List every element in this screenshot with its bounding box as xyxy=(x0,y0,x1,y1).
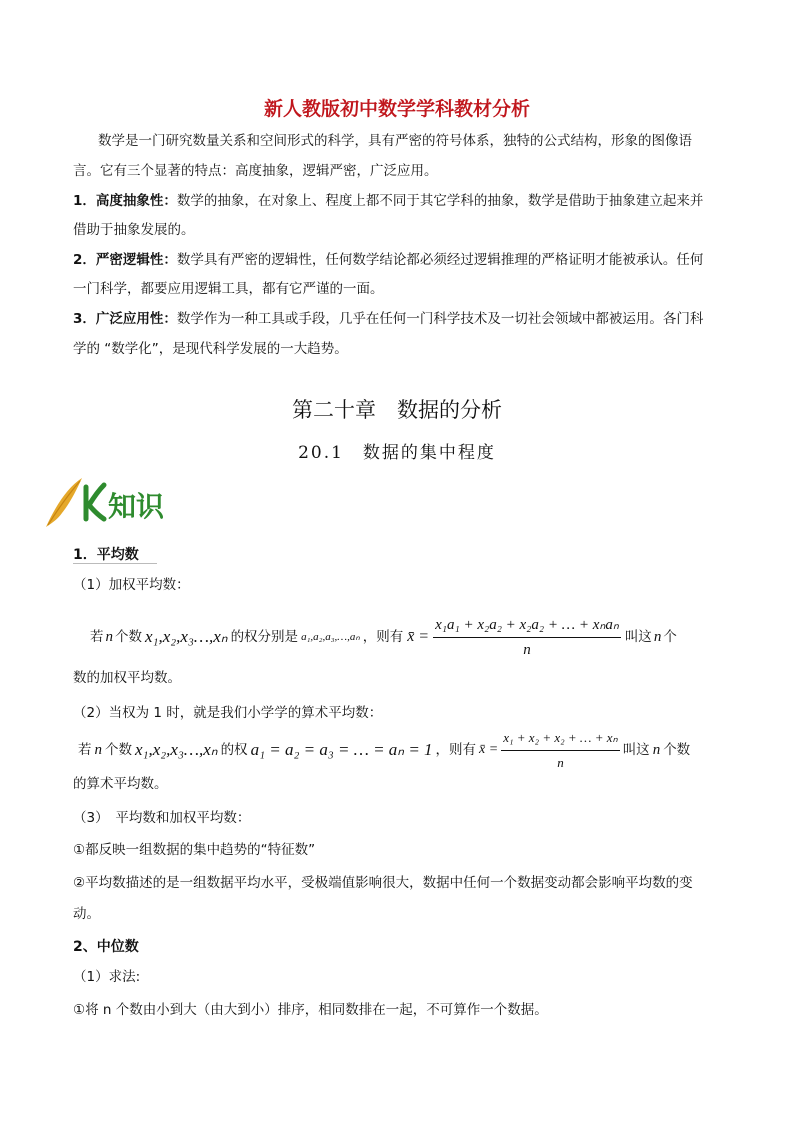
a-post-n: n xyxy=(652,742,661,758)
w-mid1: 个数 xyxy=(115,629,142,645)
weighted-mean-fraction xyxy=(433,615,621,660)
comparison-point-1: ①都反映一组数据的集中趋势的“特征数” xyxy=(73,842,316,858)
feature-2-line-2: 一门科学，都要应用逻辑工具，都有它严谨的一面。 xyxy=(73,281,384,297)
document-title: 新人教版初中数学学科教材分析 xyxy=(263,98,530,120)
median-step-1: ①将 n 个数由小到大（由大到小）排序，相同数排在一起，不可算作一个数据。 xyxy=(73,1002,548,1018)
weighted-mean-heading: （1）加权平均数： xyxy=(73,577,190,593)
a-mid2: 的权 xyxy=(220,742,248,758)
a-n: n xyxy=(94,742,102,758)
a-xbar: x̄ = xyxy=(479,742,499,757)
w-post-n: n xyxy=(653,629,662,645)
w-mid2: 的权分别是 xyxy=(230,629,299,645)
a-equation: a₁ = a₂ = a₃ = … = aₙ = 1 xyxy=(250,740,433,759)
heading-mean: 1．平均数 xyxy=(73,547,139,563)
feature-1 xyxy=(73,191,703,211)
comparison-heading: （3） 平均数和加权平均数： xyxy=(73,810,251,826)
w-post: 叫这 xyxy=(624,629,652,645)
feature-2 xyxy=(73,250,703,270)
w-vars: x₁,x₂,x₃…,xₙ xyxy=(145,627,228,646)
comparison-point-2: ②平均数描述的是一组数据平均水平，受极端值影响很大，数据中任何一个数据变动都会影响平均数的变 xyxy=(73,875,693,891)
w-weights: a₁,a₂,a₃,…,aₙ xyxy=(301,631,360,643)
w-pre: 若 xyxy=(90,629,104,645)
a-post: 叫这 xyxy=(622,742,650,758)
feature-3-text: 数学作为一种工具或手段，几乎在任何一门科学技术及一切社会领域中都被运用。各门科 xyxy=(176,311,704,327)
intro-line-2: 言。它有三个显著的特点：高度抽象，逻辑严密，广泛应用。 xyxy=(73,163,438,179)
feature-3-label: 3．广泛应用性： xyxy=(73,311,177,327)
weighted-mean-line-2: 数的加权平均数。 xyxy=(73,670,181,686)
weighted-mean-formula-line xyxy=(90,617,677,657)
chapter-title: 第二十章 数据的分析 xyxy=(292,398,502,422)
arithmetic-mean-line-2: 的算术平均数。 xyxy=(73,776,168,792)
comparison-point-2-line-2: 动。 xyxy=(73,906,100,922)
feature-2-label: 2．严密逻辑性： xyxy=(73,252,177,268)
w-n: n xyxy=(105,629,113,645)
feature-1-label: 1．高度抽象性： xyxy=(73,193,177,209)
w-denominator: n xyxy=(523,641,531,658)
heading-median: 2、中位数 xyxy=(73,939,139,955)
median-method-heading: （1）求法: xyxy=(73,969,141,985)
w-numerator: x₁a₁ + x₂a₂ + x₂a₂ + … + xₙaₙ xyxy=(433,615,621,638)
w-xbar: x̄ = xyxy=(407,628,430,645)
logo-text: 知识 xyxy=(108,490,165,523)
feature-1-line-2: 借助于抽象发展的。 xyxy=(73,222,195,238)
feature-2-text: 数学具有严密的逻辑性，任何数学结论都必须经过逻辑推理的严格证明才能被承认。任何 xyxy=(176,252,704,268)
section-title: 20.1 数据的集中程度 xyxy=(298,443,496,463)
a-denominator: n xyxy=(557,754,564,770)
a-mid1: 个数 xyxy=(105,742,132,758)
w-mid3: ，则有 xyxy=(362,629,404,645)
heading-divider xyxy=(73,563,157,564)
feature-1-text: 数学的抽象，在对象上、程度上都不同于其它学科的抽象，数学是借助于抽象建立起来并 xyxy=(176,193,704,209)
intro-line-1: 数学是一门研究数量关系和空间形式的科学，具有严密的符号体系，独特的公式结构，形象的图像语 xyxy=(98,133,692,149)
w-post2: 个 xyxy=(663,629,677,645)
knowledge-logo xyxy=(42,475,192,530)
a-mid3: ，则有 xyxy=(435,742,477,758)
feature-3-line-2: 学的 “数学化”，是现代科学发展的一大趋势。 xyxy=(73,341,348,357)
a-numerator: x₁ + x₂ + x₂ + … + xₙ xyxy=(501,728,619,751)
a-post2: 个数 xyxy=(663,742,691,758)
a-vars: x₁,x₂,x₃…,xₙ xyxy=(135,740,218,759)
arithmetic-mean-formula-line xyxy=(78,728,690,772)
a-pre: 若 xyxy=(78,742,92,758)
arithmetic-mean-fraction xyxy=(501,728,619,773)
arithmetic-mean-heading: （2）当权为 1 时，就是我们小学学的算术平均数： xyxy=(73,705,383,721)
feature-3 xyxy=(73,309,703,329)
